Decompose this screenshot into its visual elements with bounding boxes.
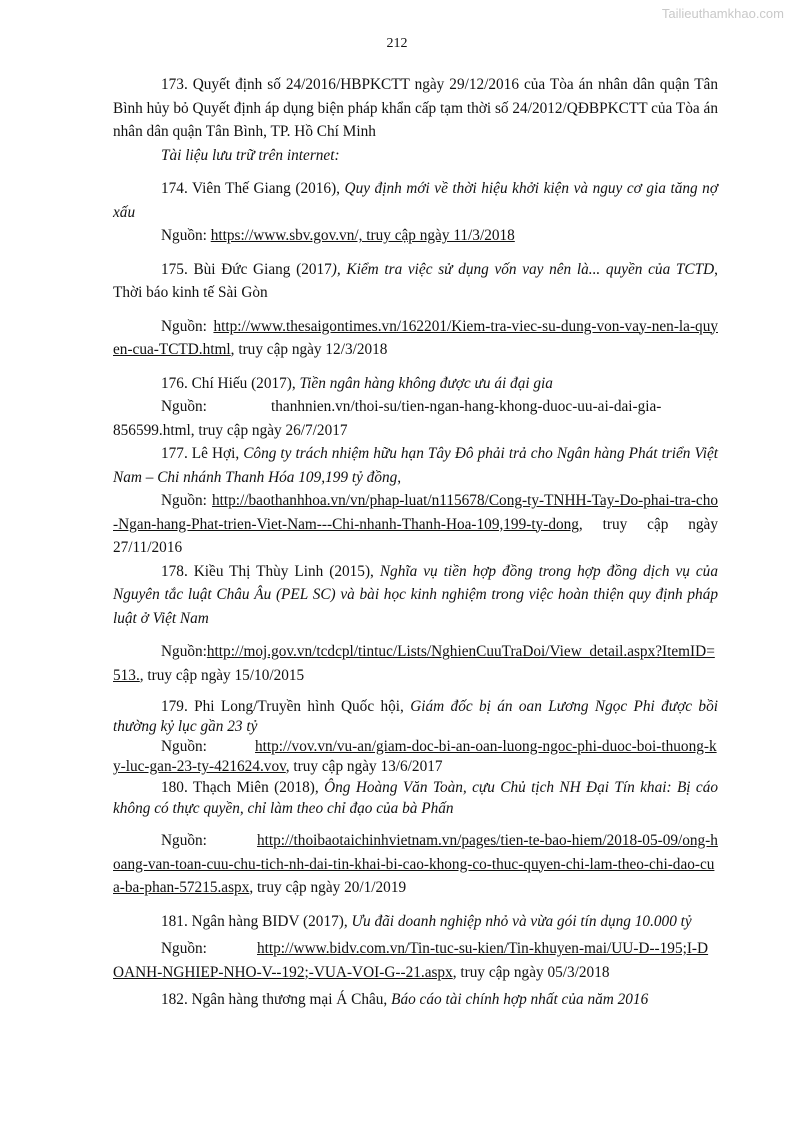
reference-180: 180. Thạch Miên (2018), Ông Hoàng Văn Toàn, cựu Chủ tịch NH Đại Tín khai: Bị cáo không có thực quyền, chỉ làm theo chỉ đạo của bà Phấn [113, 779, 719, 817]
reference-177-source: Nguồn: http://baothanhhoa.vn/vn/phap-luat/n115678/Cong-ty-TNHH-Tay-Do-phai-tra-cho-Ngan-hang-Phat-trien-Viet-Nam---Chi-nhanh-Thanh-Hoa-109,199-ty-dong, truy cập ngày 27/11/2016 [113, 492, 718, 556]
reference-179: 179. Phi Long/Truyền hình Quốc hội, Giám đốc bị án oan Lương Ngọc Phi được bồi thường kỷ lục gần 23 tỷ [113, 698, 718, 735]
reference-175: 175. Bùi Đức Giang (2017), Kiểm tra việc sử dụng vốn vay nên là... quyền của TCTD, Thời báo kinh tế Sài Gòn [113, 260, 718, 301]
reference-173: 173. Quyết định số 24/2016/HBPKCTT ngày 29/12/2016 của Tòa án nhân dân quận Tân Bình hủy bỏ Quyết định áp dụng biện pháp khẩn cấp tạm thời số 24/2012/QĐBPKCTT của Tòa án nhân dân quận Tân Bình, TP. Hồ Chí Minh [113, 76, 718, 140]
reference-176-source: Nguồn: thanhnien.vn/thoi-su/tien-ngan-hang-khong-duoc-uu-ai-dai-gia-856599.html, truy cập ngày 26/7/2017 [113, 398, 662, 439]
reference-176-link[interactable]: thanhnien.vn/thoi-su/tien-ngan-hang-khong-duoc-uu-ai-dai-gia-856599.html, truy cập ngày 26/7/2017 [113, 398, 662, 439]
reference-177-link[interactable]: http://baothanhhoa.vn/vn/phap-luat/n115678/Cong-ty-TNHH-Tay-Do-phai-tra-cho-Ngan-hang-Phat-trien-Viet-Nam---Chi-nhanh-Thanh-Hoa-109,199-ty-dong [113, 492, 718, 533]
reference-179-link[interactable]: http://vov.vn/vu-an/giam-doc-bi-an-oan-luong-ngoc-phi-duoc-boi-thuong-ky-luc-gan-23-ty-421624.vov [113, 738, 717, 775]
reference-181: 181. Ngân hàng BIDV (2017), Ưu đãi doanh nghiệp nhỏ và vừa gói tín dụng 10.000 tỷ [161, 912, 692, 930]
internet-sources-heading: Tài liệu lưu trữ trên internet: [161, 146, 340, 164]
reference-174-source: Nguồn: https://www.sbv.gov.vn/, truy cập ngày 11/3/2018 [161, 227, 515, 244]
reference-182: 182. Ngân hàng thương mại Á Châu, Báo cáo tài chính hợp nhất của năm 2016 [161, 991, 649, 1008]
reference-180-link[interactable]: http://thoibaotaichinhvietnam.vn/pages/tien-te-bao-hiem/2018-05-09/ong-hoang-van-toan-cuu-chu-tich-nh-dai-tin-khai-bi-cao-khong-co-thuc-quyen-chi-lam-theo-chi-dao-cua-ba-phan-57215.aspx [113, 832, 718, 896]
reference-174-link[interactable]: https://www.sbv.gov.vn/, truy cập ngày 11/3/2018 [210, 227, 515, 244]
page-number: 212 [386, 36, 408, 51]
reference-178-source: Nguồn:http://moj.gov.vn/tcdcpl/tintuc/Lists/NghienCuuTraDoi/View_detail.aspx?ItemID=513., truy cập ngày 15/10/2015 [113, 643, 715, 684]
references-list [113, 73, 718, 1012]
reference-176: 176. Chí Hiếu (2017), Tiền ngân hàng không được ưu ái đại gia [161, 374, 553, 392]
reference-178-link[interactable]: http://moj.gov.vn/tcdcpl/tintuc/Lists/NghienCuuTraDoi/View_detail.aspx?ItemID=513. [113, 643, 715, 684]
reference-181-link[interactable]: http://www.bidv.com.vn/Tin-tuc-su-kien/Tin-khuyen-mai/UU-D--195;I-DOANH-NGHIEP-NHO-V--192;-VUA-VOI-G--21.aspx [113, 940, 709, 981]
watermark: Tailieuthamkhao.com [661, 6, 784, 21]
reference-175-link[interactable]: http://www.thesaigontimes.vn/162201/Kiem-tra-viec-su-dung-von-vay-nen-la-quyen-cua-TCTD.html [113, 317, 718, 358]
reference-174: 174. Viên Thế Giang (2016), Quy định mới về thời hiệu khởi kiện và nguy cơ gia tăng nợ xấu [113, 180, 718, 221]
reference-175-source: Nguồn: http://www.thesaigontimes.vn/162201/Kiem-tra-viec-su-dung-von-vay-nen-la-quyen-cua-TCTD.html, truy cập ngày 12/3/2018 [113, 317, 718, 358]
reference-179-source: Nguồn: http://vov.vn/vu-an/giam-doc-bi-an-oan-luong-ngoc-phi-duoc-boi-thuong-ky-luc-gan-23-ty-421624.vov, truy cập ngày 13/6/2017 [113, 738, 717, 775]
reference-177: 177. Lê Hợi, Công ty trách nhiệm hữu hạn Tây Đô phải trả cho Ngân hàng Phát triển Việt Nam – Chi nhánh Thanh Hóa 109,199 tỷ đồng, [113, 445, 718, 486]
reference-181-source: Nguồn: http://www.bidv.com.vn/Tin-tuc-su-kien/Tin-khuyen-mai/UU-D--195;I-DOANH-NGHIEP-NHO-V--192;-VUA-VOI-G--21.aspx, truy cập ngày 05/3/2018 [113, 940, 709, 981]
reference-180-source: Nguồn: http://thoibaotaichinhvietnam.vn/pages/tien-te-bao-hiem/2018-05-09/ong-hoang-van-toan-cuu-chu-tich-nh-dai-tin-khai-bi-cao-khong-co-thuc-quyen-chi-lam-theo-chi-dao-cua-ba-phan-57215.aspx, truy cập ngày 20/1/2019 [113, 832, 718, 896]
reference-178: 178. Kiều Thị Thùy Linh (2015), Nghĩa vụ tiền hợp đồng trong hợp đồng dịch vụ của Nguyên tắc luật Châu Âu (PEL SC) và bài học kinh nghiệm trong việc hoàn thiện quy định pháp luật ở Việt Nam [113, 562, 718, 627]
